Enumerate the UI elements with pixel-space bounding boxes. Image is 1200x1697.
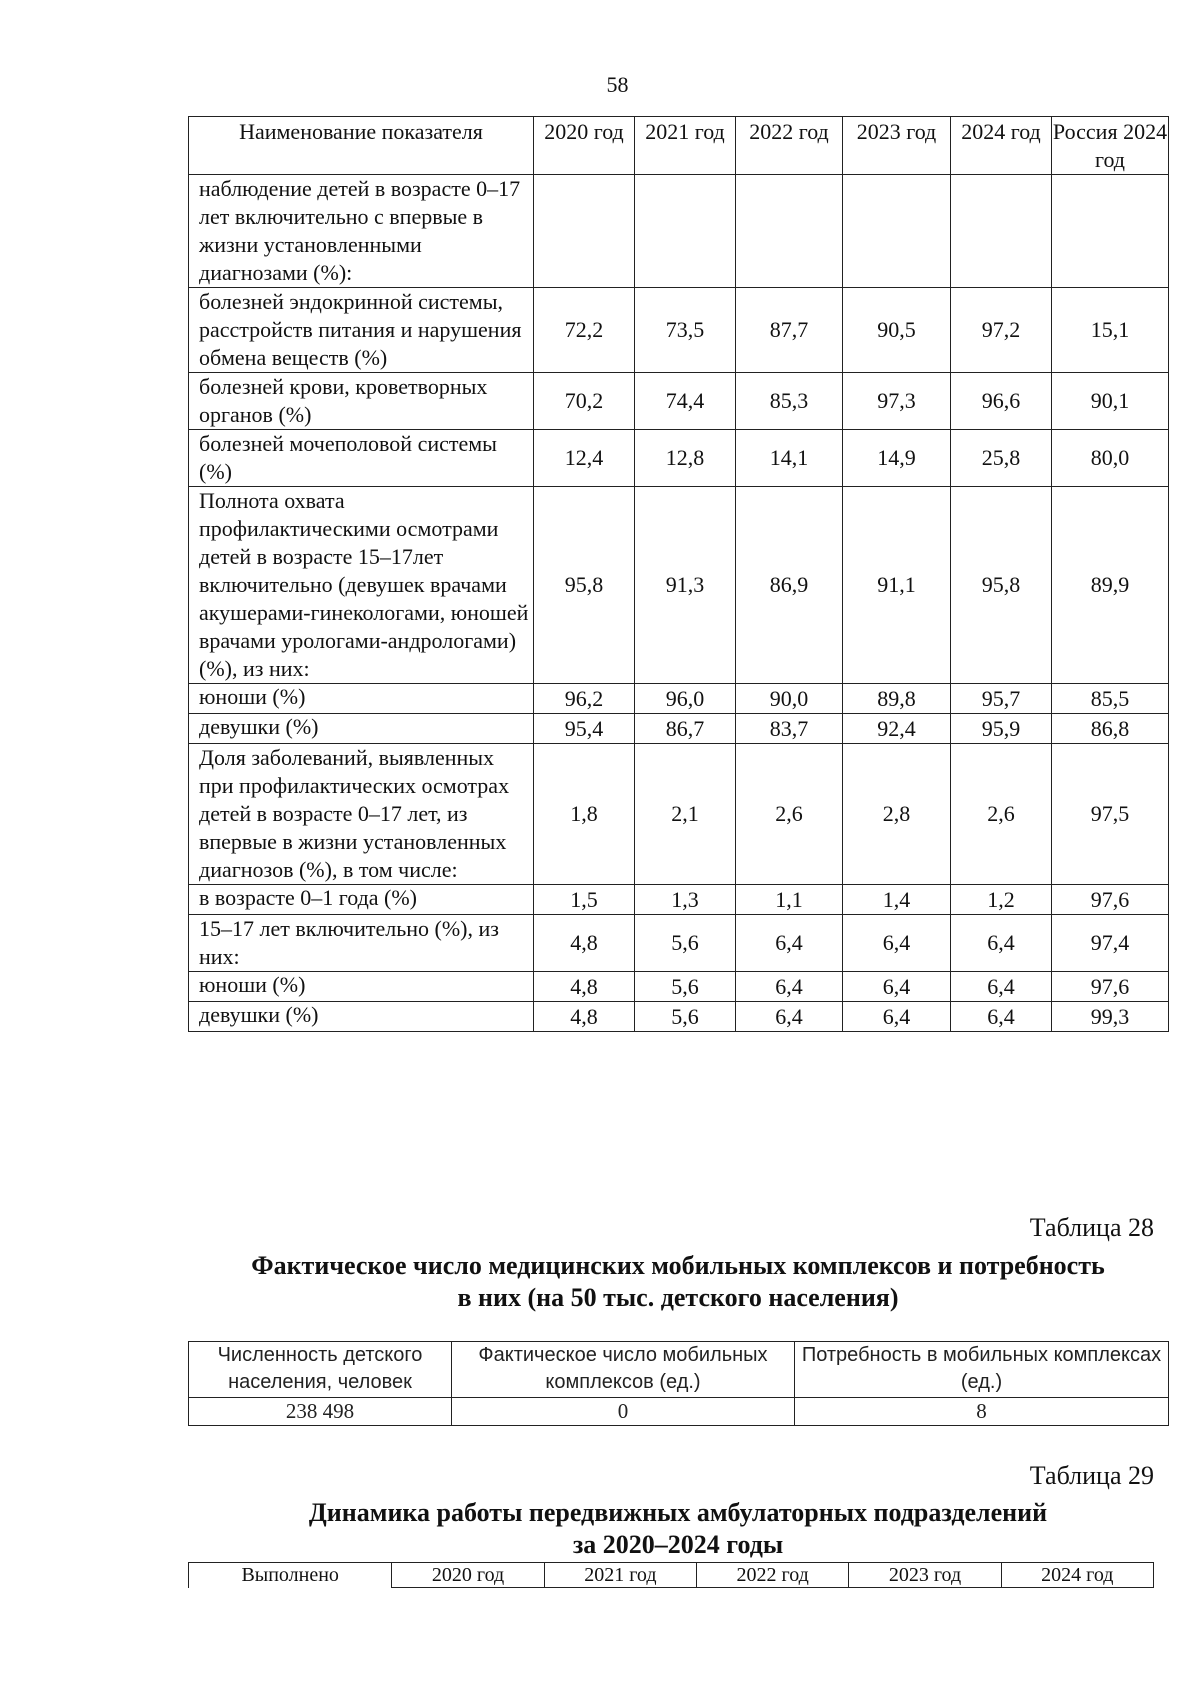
indicator-value: 87,7 (736, 288, 843, 373)
table-28-title-line1: Фактическое число медицинских мобильных комплексов и потребность (251, 1251, 1105, 1280)
table-row (189, 175, 1169, 288)
indicator-value: 95,9 (951, 714, 1052, 744)
header-2021: 2021 год (635, 117, 736, 175)
table-29-title-line2: за 2020–2024 годы (572, 1530, 784, 1559)
indicator-value: 97,5 (1052, 744, 1169, 885)
indicator-value: 4,8 (534, 972, 635, 1002)
indicator-value: 12,4 (534, 430, 635, 487)
indicator-label: Доля заболеваний, выявленных при профилактических осмотрах детей в возрасте 0–17 лет, из впервые в жизни установленных диагнозов (%), в том числе: (189, 744, 534, 885)
indicator-label: болезней мочеполовой системы (%) (189, 430, 534, 487)
indicator-value: 1,8 (534, 744, 635, 885)
indicators-header-row (189, 117, 1169, 175)
indicator-value (1052, 175, 1169, 288)
indicator-label: наблюдение детей в возрасте 0–17 лет включительно с впервые в жизни установленными диагнозами (%): (189, 175, 534, 288)
table-row (189, 430, 1169, 487)
header-complexes-need: Потребность в мобильных комплексах (ед.) (795, 1342, 1169, 1398)
indicator-value: 5,6 (635, 915, 736, 972)
indicator-value: 80,0 (1052, 430, 1169, 487)
actual-complexes-value: 0 (452, 1398, 795, 1426)
table-row (189, 1002, 1169, 1032)
indicator-value: 89,9 (1052, 487, 1169, 684)
indicator-value (736, 175, 843, 288)
indicator-label: болезней эндокринной системы, расстройств питания и нарушения обмена веществ (%) (189, 288, 534, 373)
header-2020: 2020 год (392, 1563, 544, 1588)
mobile-units-table (188, 1562, 1154, 1588)
indicator-label: юноши (%) (189, 972, 534, 1002)
header-child-population: Численность детского населения, человек (189, 1342, 452, 1398)
mobile-complexes-table (188, 1341, 1169, 1426)
indicator-value (635, 175, 736, 288)
indicator-value: 1,4 (843, 885, 951, 915)
indicator-value: 72,2 (534, 288, 635, 373)
indicator-value: 6,4 (843, 915, 951, 972)
indicator-value: 12,8 (635, 430, 736, 487)
header-2022: 2022 год (697, 1563, 849, 1588)
indicator-value: 97,4 (1052, 915, 1169, 972)
child-population-value: 238 498 (189, 1398, 452, 1426)
indicator-value: 91,1 (843, 487, 951, 684)
indicator-value: 4,8 (534, 1002, 635, 1032)
indicator-value: 6,4 (951, 1002, 1052, 1032)
indicators-table (188, 116, 1169, 1032)
indicator-value: 1,2 (951, 885, 1052, 915)
header-completed: Выполнено (189, 1563, 392, 1588)
indicator-value: 89,8 (843, 684, 951, 714)
header-russia-2024: Россия 2024 год (1052, 117, 1169, 175)
indicator-value: 1,1 (736, 885, 843, 915)
indicator-value: 6,4 (736, 915, 843, 972)
indicator-value: 97,6 (1052, 972, 1169, 1002)
table-28-caption: Таблица 28 (1029, 1213, 1154, 1242)
indicator-value: 95,7 (951, 684, 1052, 714)
indicator-value: 2,6 (736, 744, 843, 885)
indicator-value: 95,8 (534, 487, 635, 684)
table-row (189, 885, 1169, 915)
indicator-label: девушки (%) (189, 1002, 534, 1032)
indicator-value: 85,5 (1052, 684, 1169, 714)
header-2023: 2023 год (843, 117, 951, 175)
table-row (189, 915, 1169, 972)
indicator-value: 6,4 (951, 972, 1052, 1002)
table-row (189, 714, 1169, 744)
indicator-value: 92,4 (843, 714, 951, 744)
indicator-value: 95,8 (951, 487, 1052, 684)
indicator-value: 91,3 (635, 487, 736, 684)
indicator-value: 97,3 (843, 373, 951, 430)
indicator-value: 4,8 (534, 915, 635, 972)
indicator-value: 6,4 (843, 1002, 951, 1032)
header-2020: 2020 год (534, 117, 635, 175)
indicator-value: 70,2 (534, 373, 635, 430)
indicator-label: в возрасте 0–1 года (%) (189, 885, 534, 915)
indicator-value: 2,8 (843, 744, 951, 885)
mobile-units-header-row (189, 1563, 1154, 1588)
header-2022: 2022 год (736, 117, 843, 175)
indicator-value: 5,6 (635, 972, 736, 1002)
indicator-value: 14,9 (843, 430, 951, 487)
table-row (189, 744, 1169, 885)
header-indicator-name: Наименование показателя (189, 117, 534, 175)
indicator-value: 1,5 (534, 885, 635, 915)
page-number: 58 (606, 72, 629, 97)
header-2021: 2021 год (544, 1563, 696, 1588)
table-row (189, 972, 1169, 1002)
indicator-label: Полнота охвата профилактическими осмотрами детей в возрасте 15–17лет включительно (девушек врачами акушерами-гинекологами, юношей врачами урологами-андрологами) (%), из них: (189, 487, 534, 684)
indicator-value: 14,1 (736, 430, 843, 487)
indicator-value: 85,3 (736, 373, 843, 430)
indicator-value (534, 175, 635, 288)
indicator-value: 6,4 (736, 1002, 843, 1032)
indicator-value: 96,0 (635, 684, 736, 714)
indicator-value: 25,8 (951, 430, 1052, 487)
header-actual-complexes: Фактическое число мобильных комплексов (ед.) (452, 1342, 795, 1398)
indicator-value (843, 175, 951, 288)
indicator-value: 99,3 (1052, 1002, 1169, 1032)
indicator-label: девушки (%) (189, 714, 534, 744)
indicator-value: 73,5 (635, 288, 736, 373)
table-row (189, 288, 1169, 373)
indicator-value: 96,6 (951, 373, 1052, 430)
indicator-value: 90,0 (736, 684, 843, 714)
table-row (189, 487, 1169, 684)
table-29-title-line1: Динамика работы передвижных амбулаторных подразделений (308, 1498, 1048, 1527)
header-2023: 2023 год (849, 1563, 1001, 1588)
complexes-need-value: 8 (795, 1398, 1169, 1426)
table-28-title-line2: в них (на 50 тыс. детского населения) (457, 1283, 899, 1312)
indicator-value: 86,9 (736, 487, 843, 684)
indicator-value: 6,4 (951, 915, 1052, 972)
header-2024: 2024 год (951, 117, 1052, 175)
indicator-label: 15–17 лет включительно (%), из них: (189, 915, 534, 972)
indicator-value: 97,2 (951, 288, 1052, 373)
table-row (189, 1398, 1169, 1426)
table-row (189, 684, 1169, 714)
indicator-value (951, 175, 1052, 288)
indicator-value: 1,3 (635, 885, 736, 915)
indicator-value: 86,7 (635, 714, 736, 744)
indicator-value: 95,4 (534, 714, 635, 744)
header-2024: 2024 год (1001, 1563, 1153, 1588)
indicator-label: болезней крови, кроветворных органов (%) (189, 373, 534, 430)
table-row (189, 373, 1169, 430)
table-29-caption: Таблица 29 (1029, 1461, 1154, 1490)
indicator-value: 2,1 (635, 744, 736, 885)
indicator-value: 96,2 (534, 684, 635, 714)
indicator-value: 90,5 (843, 288, 951, 373)
indicator-value: 83,7 (736, 714, 843, 744)
indicator-value: 6,4 (736, 972, 843, 1002)
indicator-value: 74,4 (635, 373, 736, 430)
indicator-value: 6,4 (843, 972, 951, 1002)
indicator-label: юноши (%) (189, 684, 534, 714)
indicator-value: 86,8 (1052, 714, 1169, 744)
indicator-value: 5,6 (635, 1002, 736, 1032)
indicator-value: 90,1 (1052, 373, 1169, 430)
indicator-value: 97,6 (1052, 885, 1169, 915)
indicator-value: 15,1 (1052, 288, 1169, 373)
mobile-complexes-header-row (189, 1342, 1169, 1398)
indicator-value: 2,6 (951, 744, 1052, 885)
